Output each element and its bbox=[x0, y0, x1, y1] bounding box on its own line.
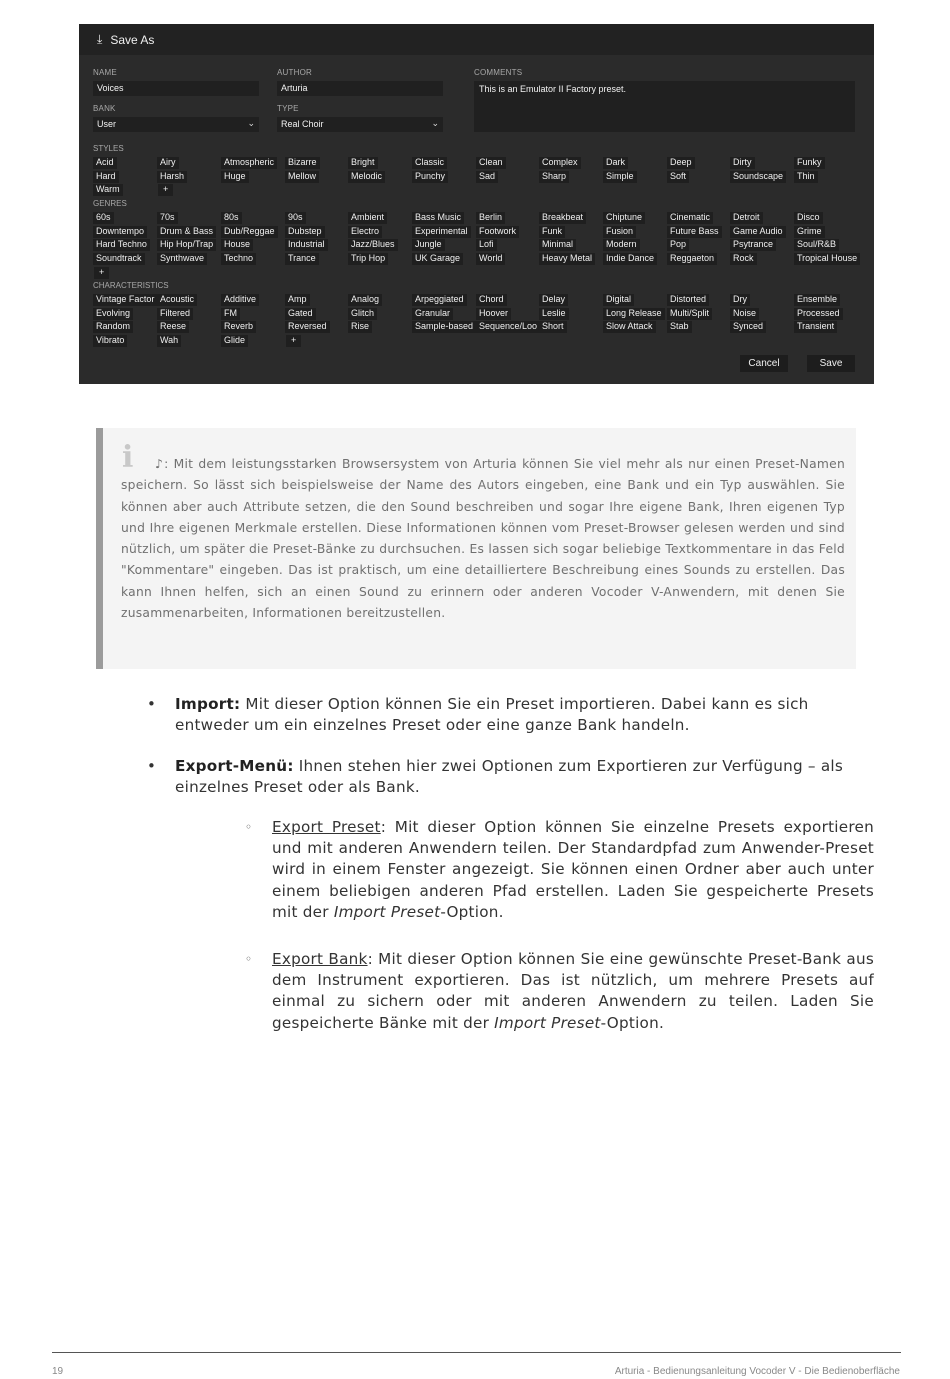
tag-chip[interactable]: Arpeggiated bbox=[412, 294, 467, 306]
tag-chip[interactable]: Ensemble bbox=[794, 294, 840, 306]
add-tag-button[interactable]: + bbox=[158, 184, 173, 196]
tag-chip[interactable]: Airy bbox=[157, 157, 179, 169]
tag-chip[interactable]: Punchy bbox=[412, 171, 448, 183]
comments-field[interactable]: This is an Emulator II Factory preset. bbox=[474, 81, 855, 132]
tag-chip[interactable]: Random bbox=[93, 321, 133, 333]
tag-chip[interactable]: Hard Techno bbox=[93, 239, 150, 251]
tag-chip[interactable]: Soft bbox=[667, 171, 689, 183]
tag-chip[interactable]: Bass Music bbox=[412, 212, 464, 224]
tag-chip[interactable]: 70s bbox=[157, 212, 178, 224]
tag-chip[interactable]: Modern bbox=[603, 239, 640, 251]
tag-chip[interactable]: Industrial bbox=[285, 239, 328, 251]
chevron-down-icon: ⌄ bbox=[431, 118, 439, 128]
tag-chip[interactable]: Slow Attack bbox=[603, 321, 656, 333]
bank-value: User bbox=[97, 119, 117, 129]
add-tag-button[interactable]: + bbox=[286, 335, 301, 347]
tag-chip[interactable]: Reversed bbox=[285, 321, 330, 333]
bank-label: BANK bbox=[93, 104, 116, 113]
dialog-titlebar bbox=[79, 24, 874, 55]
sub-bullet-text: : Mit dieser Option können Sie einzelne Presets exportieren und mit anderen Anwendern teilen. Der Standardpfad zum Anwender-Preset wird in einem Fenster angezeigt. Sie können einen Ordner aber auch unter einem beliebigen anderen Pfad erstellen. Laden Sie gespeicherte Presets mit der bbox=[272, 818, 874, 921]
tag-chip[interactable]: UK Garage bbox=[412, 253, 463, 265]
tag-chip[interactable]: Bright bbox=[348, 157, 378, 169]
tag-chip[interactable]: Trip Hop bbox=[348, 253, 388, 265]
tag-chip[interactable]: Filtered bbox=[157, 308, 193, 320]
comments-label: COMMENTS bbox=[474, 68, 523, 77]
sub-bullet-text: : Mit dieser Option können Sie eine gewünschte Preset-Bank aus dem Instrument exportieren. Das ist nützlich, um mehrere Presets auf einmal zu sichern oder mit anderen Anwendern zu teilen. Laden Sie gespeicherte Bänke mit der bbox=[272, 950, 874, 1032]
tag-chip[interactable]: Leslie bbox=[539, 308, 569, 320]
tag-chip[interactable]: Simple bbox=[603, 171, 637, 183]
tag-chip[interactable]: Synthwave bbox=[157, 253, 207, 265]
tag-chip[interactable]: Huge bbox=[221, 171, 249, 183]
tag-chip[interactable]: Detroit bbox=[730, 212, 763, 224]
tag-chip[interactable]: Granular bbox=[412, 308, 453, 320]
tag-chip[interactable]: Hip Hop/Trap bbox=[157, 239, 216, 251]
tag-chip[interactable]: Fusion bbox=[603, 226, 636, 238]
tag-chip[interactable]: Acoustic bbox=[157, 294, 197, 306]
tag-chip[interactable]: Sample-based bbox=[412, 321, 476, 333]
tag-chip[interactable]: Complex bbox=[539, 157, 581, 169]
tag-chip[interactable]: Game Audio bbox=[730, 226, 786, 238]
bullet-text: Mit dieser Option können Sie ein Preset importieren. Dabei kann es sich entweder um ein einzelnes Preset oder eine ganze Bank handeln. bbox=[175, 695, 809, 734]
tag-chip[interactable]: Lofi bbox=[476, 239, 497, 251]
genres-label: GENRES bbox=[93, 199, 127, 208]
bullet-dot: • bbox=[147, 695, 157, 713]
tag-chip[interactable]: Glitch bbox=[348, 308, 377, 320]
footer-divider bbox=[52, 1352, 901, 1353]
tag-chip[interactable]: House bbox=[221, 239, 253, 251]
tag-chip[interactable]: Dub/Reggae bbox=[221, 226, 278, 238]
note-text bbox=[121, 454, 845, 624]
tag-chip[interactable]: Soul/R&B bbox=[794, 239, 839, 251]
tag-chip[interactable]: Transient bbox=[794, 321, 837, 333]
tag-chip[interactable]: Evolving bbox=[93, 308, 133, 320]
tag-chip[interactable]: Amp bbox=[285, 294, 310, 306]
tag-chip[interactable]: Reverb bbox=[221, 321, 256, 333]
sub-bullet-export-preset bbox=[245, 817, 874, 923]
tag-chip[interactable]: Electro bbox=[348, 226, 382, 238]
tag-chip[interactable]: 80s bbox=[221, 212, 242, 224]
download-icon: ⤓ bbox=[97, 32, 103, 46]
tag-chip[interactable]: Clean bbox=[476, 157, 506, 169]
tag-chip[interactable]: Analog bbox=[348, 294, 382, 306]
tag-chip[interactable]: Hard bbox=[93, 171, 119, 183]
tag-chip[interactable]: Berlin bbox=[476, 212, 505, 224]
author-label: AUTHOR bbox=[277, 68, 312, 77]
export-bank-link[interactable]: Export Bank bbox=[272, 950, 368, 968]
tag-chip[interactable]: Atmospheric bbox=[221, 157, 277, 169]
tag-chip[interactable]: Dark bbox=[603, 157, 628, 169]
bullet-term: Export-Menü: bbox=[175, 757, 294, 775]
bullet-dot: • bbox=[147, 757, 157, 775]
tag-chip[interactable]: Acid bbox=[93, 157, 117, 169]
tag-chip[interactable]: Psytrance bbox=[730, 239, 776, 251]
save-as-dialog bbox=[79, 24, 874, 384]
tag-chip[interactable]: Synced bbox=[730, 321, 766, 333]
tag-chip[interactable]: Techno bbox=[221, 253, 256, 265]
dialog-title: Save As bbox=[110, 32, 155, 47]
tag-chip[interactable]: Gated bbox=[285, 308, 316, 320]
tag-chip[interactable]: Hoover bbox=[476, 308, 511, 320]
type-select[interactable] bbox=[277, 117, 443, 132]
tag-chip[interactable]: Disco bbox=[794, 212, 823, 224]
tag-chip[interactable]: Cinematic bbox=[667, 212, 713, 224]
tag-chip[interactable]: Chiptune bbox=[603, 212, 645, 224]
tag-chip[interactable]: 90s bbox=[285, 212, 306, 224]
tag-chip[interactable]: Trance bbox=[285, 253, 319, 265]
tag-chip[interactable]: Breakbeat bbox=[539, 212, 586, 224]
tag-chip[interactable]: Dirty bbox=[730, 157, 755, 169]
bullet-import bbox=[147, 694, 874, 736]
tag-chip[interactable]: Stab bbox=[667, 321, 692, 333]
footer-title: Arturia - Bedienungsanleitung Vocoder V - Die Bedienoberfläche bbox=[614, 1366, 900, 1377]
tag-chip[interactable]: Additive bbox=[221, 294, 259, 306]
tag-chip[interactable]: Processed bbox=[794, 308, 843, 320]
tag-chip[interactable]: Downtempo bbox=[93, 226, 147, 238]
page-number: 19 bbox=[52, 1366, 64, 1377]
tag-chip[interactable]: Distorted bbox=[667, 294, 709, 306]
tag-chip[interactable]: Sequence/Loo bbox=[476, 321, 540, 333]
tag-chip[interactable]: Bizarre bbox=[285, 157, 320, 169]
tag-chip[interactable]: Melodic bbox=[348, 171, 385, 183]
styles-label: STYLES bbox=[93, 144, 124, 153]
tag-chip[interactable]: Classic bbox=[412, 157, 447, 169]
tag-chip[interactable]: Grime bbox=[794, 226, 825, 238]
tag-chip[interactable]: Wah bbox=[157, 335, 181, 347]
tag-chip[interactable]: Short bbox=[539, 321, 567, 333]
export-preset-link[interactable]: Export Preset bbox=[272, 818, 381, 836]
tag-chip[interactable]: Sad bbox=[476, 171, 498, 183]
tag-chip[interactable]: Jungle bbox=[412, 239, 445, 251]
bank-select[interactable] bbox=[93, 117, 259, 132]
tag-chip[interactable]: Reese bbox=[157, 321, 189, 333]
tag-chip[interactable]: Tropical House bbox=[794, 253, 860, 265]
tag-chip[interactable]: Indie Dance bbox=[603, 253, 657, 265]
sub-bullet-italic: Import Preset bbox=[494, 1013, 601, 1032]
tag-chip[interactable]: Warm bbox=[93, 184, 123, 196]
sub-bullet-ring: ◦ bbox=[245, 820, 253, 834]
characteristics-label: CHARACTERISTICS bbox=[93, 281, 169, 290]
tag-chip[interactable]: Reggaeton bbox=[667, 253, 717, 265]
tag-chip[interactable]: Harsh bbox=[157, 171, 187, 183]
sub-bullet-ring: ◦ bbox=[245, 952, 253, 966]
tag-chip[interactable]: Soundscape bbox=[730, 171, 786, 183]
tag-chip[interactable]: Funky bbox=[794, 157, 825, 169]
tag-chip[interactable]: Rock bbox=[730, 253, 757, 265]
tag-chip[interactable]: Rise bbox=[348, 321, 372, 333]
tag-chip[interactable]: Thin bbox=[794, 171, 818, 183]
tag-chip[interactable]: Digital bbox=[603, 294, 634, 306]
bullet-term: Import: bbox=[175, 695, 241, 713]
name-label: NAME bbox=[93, 68, 117, 77]
sub-bullet-text-end: -Option. bbox=[440, 902, 504, 921]
info-icon: i bbox=[122, 440, 134, 475]
tag-chip[interactable]: Pop bbox=[667, 239, 689, 251]
info-note bbox=[96, 428, 856, 669]
add-tag-button[interactable]: + bbox=[94, 267, 109, 279]
tag-chip[interactable]: Glide bbox=[221, 335, 248, 347]
tag-chip[interactable]: Dubstep bbox=[285, 226, 325, 238]
note-paragraph: ♪: Mit dem leistungsstarken Browsersystem von Arturia können Sie viel mehr als nur einen Preset-Namen speichern. So lässt sich beispielsweise der Name des Autors eingeben, eine Bank und ein Typ auswählen. Sie können aber auch Attribute setzen, die den Sound beschreiben und sogar Ihre eigene Bank, Ihren eigenen Typ und Ihre eigenen Merkmale erstellen. Diese Informationen können vom Preset-Browser gelesen werden und sind nützlich, um später die Preset-Bänke zu durchsuchen. Es lassen sich sogar beliebige Textkommentare in das Feld "Kommentare" eingeben. Das ist praktisch, um eine detailliertere Beschreibung eines Sounds zu erstellen. Das kann Ihnen helfen, sich an einen Sound zu erinnern oder anderen Vocoder V-Anwendern, mit denen Sie zusammenarbeiten, Informationen bereitzustellen. bbox=[121, 457, 845, 621]
tag-chip[interactable]: Drum & Bass bbox=[157, 226, 216, 238]
save-button[interactable]: Save bbox=[807, 355, 855, 372]
tag-chip[interactable]: Funk bbox=[539, 226, 565, 238]
chevron-down-icon: ⌄ bbox=[247, 118, 255, 128]
tag-chip[interactable]: Experimental bbox=[412, 226, 471, 238]
name-field[interactable]: Voices bbox=[93, 81, 259, 96]
cancel-button[interactable]: Cancel bbox=[740, 355, 788, 372]
sub-bullet-text-end: -Option. bbox=[600, 1013, 665, 1032]
tag-chip[interactable]: Footwork bbox=[476, 226, 519, 238]
tag-chip[interactable]: Dry bbox=[730, 294, 750, 306]
author-field[interactable]: Arturia bbox=[277, 81, 443, 96]
bullet-export-menu bbox=[147, 756, 874, 798]
tag-chip[interactable]: Noise bbox=[730, 308, 759, 320]
tag-chip[interactable]: Vintage Factor bbox=[93, 294, 157, 306]
tag-chip[interactable]: Minimal bbox=[539, 239, 576, 251]
sub-bullet-export-bank bbox=[245, 949, 874, 1034]
bullet-text: Ihnen stehen hier zwei Optionen zum Exportieren zur Verfügung – als einzelnes Preset oder als Bank. bbox=[175, 757, 844, 796]
tag-chip[interactable]: Vibrato bbox=[93, 335, 127, 347]
tag-chip[interactable]: Jazz/Blues bbox=[348, 239, 398, 251]
type-label: TYPE bbox=[277, 104, 299, 113]
type-value: Real Choir bbox=[281, 119, 324, 129]
tag-chip[interactable]: Delay bbox=[539, 294, 568, 306]
tag-chip[interactable]: FM bbox=[221, 308, 240, 320]
tag-chip[interactable]: Deep bbox=[667, 157, 695, 169]
tag-chip[interactable]: Ambient bbox=[348, 212, 387, 224]
tag-chip[interactable]: Future Bass bbox=[667, 226, 722, 238]
tag-chip[interactable]: Soundtrack bbox=[93, 253, 145, 265]
tag-chip[interactable]: 60s bbox=[93, 212, 114, 224]
tag-chip[interactable]: Sharp bbox=[539, 171, 569, 183]
tag-chip[interactable]: Long Release bbox=[603, 308, 665, 320]
tag-chip[interactable]: Mellow bbox=[285, 171, 319, 183]
tag-chip[interactable]: Heavy Metal bbox=[539, 253, 595, 265]
tag-chip[interactable]: World bbox=[476, 253, 505, 265]
sub-bullet-italic: Import Preset bbox=[333, 902, 441, 921]
tag-chip[interactable]: Chord bbox=[476, 294, 507, 306]
tag-chip[interactable]: Multi/Split bbox=[667, 308, 712, 320]
